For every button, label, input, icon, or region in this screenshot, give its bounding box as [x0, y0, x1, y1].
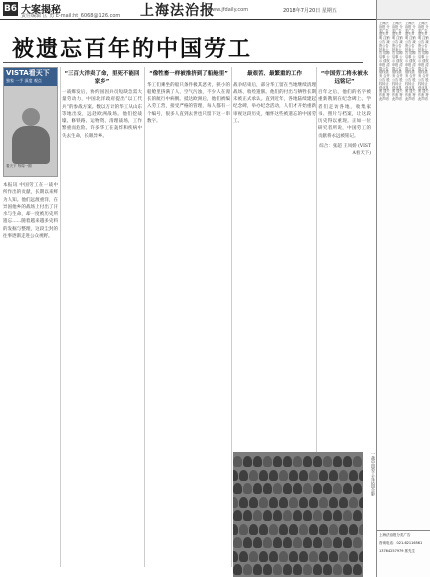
photo-figure: [273, 510, 282, 521]
photo-figure: [333, 537, 342, 548]
photo-figure: [313, 510, 322, 521]
subheading-4: “中国劳工将永被永远铭记”: [320, 71, 369, 85]
photo-figure: [269, 470, 278, 481]
photo-figure: [359, 551, 363, 562]
photo-figure: [269, 551, 278, 562]
photo-figure: [303, 564, 312, 575]
body-paragraph: 华工们乘坐的船只条件极其恶劣，狭小的船舱里挤满了人，空气污浊，不少人在漫长的航行中病倒。抵达欧洲后，他们被编入劳工营，接受严格的管理，每人都有一个编号，很多人直到去世也只留下这一串数字。: [147, 82, 230, 124]
page-header: [0, 0, 430, 20]
photo-crowd-row: [233, 551, 359, 565]
photo-figure: [243, 564, 252, 575]
photo-figure: [279, 551, 288, 562]
classified-footer: [377, 530, 430, 577]
article-headline: 被遗忘百年的中国劳工: [12, 37, 253, 62]
ad-figure-body: [12, 126, 50, 164]
ad-tagline: 独家 一手 深度 观点: [6, 78, 42, 83]
classified-phone: 咨询电话：021-62116561: [379, 541, 423, 545]
article-column-2: [62, 67, 142, 522]
photo-figure: [303, 483, 312, 494]
subheading-2: “像牲畜一样被推挤到了船舱里”: [149, 71, 228, 77]
photo-caption: 一战中国劳工在法国合影: [371, 452, 376, 496]
photo-figure: [239, 551, 248, 562]
photo-figure: [233, 551, 238, 562]
classified-column: 上海法治报 分类广告 遗失声明 注销公告 减资公告 拍卖公告 招聘启事 公示 债权申报 清算公告 债权债务 合并公告 股权转让 营业执照 遗失作废 特此声明: [379, 22, 390, 101]
photo-figure: [339, 524, 348, 535]
photo-figure: [343, 456, 352, 467]
photo-crowd-row: [233, 564, 363, 577]
photo-figure: [349, 470, 358, 481]
photo-figure: [309, 470, 318, 481]
photo-figure: [329, 470, 338, 481]
photo-figure: [323, 510, 332, 521]
photo-figure: [309, 524, 318, 535]
photo-crowd-row: [233, 510, 363, 524]
photo-figure: [263, 537, 272, 548]
photo-crowd-row: [233, 497, 359, 511]
photo-figure: [243, 483, 252, 494]
photo-figure: [299, 497, 308, 508]
photo-figure: [313, 537, 322, 548]
photo-figure: [283, 483, 292, 494]
photo-figure: [249, 470, 258, 481]
column-divider: [60, 67, 61, 567]
photo-crowd-row: [233, 470, 359, 484]
subheading-1: “三百大洋卖了命，里死不能回家乡”: [64, 71, 140, 85]
photo-figure: [243, 456, 252, 467]
column-divider: [231, 67, 232, 567]
photo-figure: [303, 537, 312, 548]
classified-header: [377, 0, 430, 20]
photo-figure: [349, 497, 358, 508]
classified-column: 上海法治报 分类广告 遗失声明 注销公告 减资公告 拍卖公告 招聘启事 公示 债权申报 清算公告 债权债务 合并公告 股权转让 营业执照 遗失作废 特此声明: [418, 22, 429, 101]
photo-figure: [259, 497, 268, 508]
masthead-url: www.jfdaily.com: [208, 7, 249, 13]
photo-figure: [249, 551, 258, 562]
photo-figure: [323, 537, 332, 548]
classified-column: 上海法治报 分类广告 遗失声明 注销公告 减资公告 拍卖公告 招聘启事 公示 债权申报 清算公告 债权债务 合并公告 股权转让 营业执照 遗失作废 特此声明: [392, 22, 403, 101]
photo-figure: [339, 470, 348, 481]
photo-figure: [263, 483, 272, 494]
photo-figure: [329, 497, 338, 508]
photo-figure: [329, 524, 338, 535]
photo-figure: [293, 564, 302, 575]
photo-figure: [253, 510, 262, 521]
issue-date: 2018年7月20日 星期五: [283, 8, 337, 14]
photo-figure: [259, 524, 268, 535]
photo-figure: [243, 510, 252, 521]
photo-figure: [233, 564, 242, 575]
photo-crowd-row: [233, 524, 359, 538]
photo-figure: [349, 524, 358, 535]
column-divider: [144, 67, 145, 567]
photo-figure: [299, 524, 308, 535]
photo-figure: [263, 510, 272, 521]
photo-figure: [323, 456, 332, 467]
photo-figure: [359, 524, 363, 535]
photo-figure: [289, 470, 298, 481]
photo-figure: [263, 456, 272, 467]
photo-figure: [253, 537, 262, 548]
photo-figure: [319, 524, 328, 535]
photo-figure: [239, 497, 248, 508]
intro-paragraph: 本报讯 中国劳工在一战中所作出的贡献，长期以来鲜为人知。他们远渡重洋，在异国他乡的战场上付出了汗水与生命，却一度被历史所遗忘……随着越来越多史料的发掘与整理，这段尘封的往事逐渐走进公众视野。: [3, 183, 58, 240]
photo-crowd-row: [233, 456, 363, 470]
masthead: 上海法治报: [140, 3, 215, 19]
photo-figure: [239, 470, 248, 481]
photo-figure: [249, 497, 258, 508]
photo-figure: [259, 551, 268, 562]
section-logo: B6: [3, 4, 18, 14]
photo-figure: [273, 564, 282, 575]
photo-figure: [253, 564, 262, 575]
magazine-ad: [3, 67, 58, 177]
photo-figure: [283, 510, 292, 521]
photo-figure: [299, 551, 308, 562]
photo-figure: [333, 510, 342, 521]
photo-figure: [243, 537, 252, 548]
photo-figure: [339, 497, 348, 508]
photo-figure: [313, 456, 322, 467]
photo-figure: [359, 497, 363, 508]
section-editor: 责任编辑 匡 勇 E-mail:ht_6068@126.com: [21, 13, 121, 19]
ad-figure-head: [22, 108, 40, 126]
photo-figure: [233, 510, 242, 521]
photo-figure: [269, 497, 278, 508]
photo-figure: [353, 456, 362, 467]
photo-figure: [253, 456, 262, 467]
photo-figure: [293, 456, 302, 467]
photo-figure: [233, 456, 242, 467]
photo-figure: [293, 537, 302, 548]
photo-figure: [349, 551, 358, 562]
photo-figure: [239, 524, 248, 535]
photo-figure: [323, 564, 332, 575]
photo-figure: [323, 483, 332, 494]
photo-figure: [313, 564, 322, 575]
photo-figure: [333, 483, 342, 494]
photo-figure: [329, 551, 338, 562]
photo-figure: [333, 564, 342, 575]
photo-figure: [253, 483, 262, 494]
article-byline: 综合：张超 王凤娇 (VISTA看天下): [319, 144, 371, 157]
photo-figure: [289, 497, 298, 508]
photo-figure: [343, 483, 352, 494]
photo-figure: [309, 551, 318, 562]
photo-figure: [233, 483, 242, 494]
article-column-1: [3, 182, 58, 527]
photo-figure: [353, 483, 362, 494]
photo-figure: [273, 456, 282, 467]
photo-figure: [279, 497, 288, 508]
photo-figure: [279, 524, 288, 535]
photo-figure: [309, 497, 318, 508]
photo-figure: [293, 483, 302, 494]
photo-figure: [283, 564, 292, 575]
photo-figure: [233, 537, 242, 548]
classified-contact: 13764257979 郭先生: [379, 549, 416, 553]
ad-banner: [4, 68, 58, 86]
photo-figure: [359, 470, 363, 481]
classified-column: 上海法治报 分类广告 遗失声明 注销公告 减资公告 拍卖公告 招聘启事 公示 债权申报 清算公告 债权债务 合并公告 股权转让 营业执照 遗失作废 特此声明: [405, 22, 416, 101]
photo-figure: [313, 483, 322, 494]
classified-title: 上海法治报分类广告: [379, 533, 411, 537]
ad-caption: 看天下 每周一期: [6, 164, 32, 168]
body-paragraph: 一战爆发后，协约国因兵员短缺急需大量劳动力，中国北洋政府提出“以工代兵”的参战方案。数以万计的华工从山东等地出发，远赴欧洲战场。他们挖战壕、修铁路、运物资、清理战场，工作繁重而危险。许多华工在轰炸和疾病中失去生命，长眠异乡。: [62, 90, 142, 139]
photo-figure: [249, 524, 258, 535]
photo-figure: [263, 564, 272, 575]
photo-figure: [233, 497, 238, 508]
photo-figure: [299, 470, 308, 481]
classified-ads-strip: [376, 0, 430, 577]
body-paragraph: 百年之后，他们的名字被重新镌刻在纪念碑上。学者们走访各地，收集家书、照片与档案，让这段历史得以重现。正如一位研究者所说，中国劳工的贡献将永远被铭记。: [318, 90, 371, 139]
photo-figure: [289, 524, 298, 535]
photo-figure: [279, 470, 288, 481]
photo-figure: [269, 524, 278, 535]
photo-figure: [273, 483, 282, 494]
historical-group-photo: [233, 452, 363, 577]
photo-crowd-row: [233, 537, 363, 551]
ad-title: VISTA看天下: [6, 69, 50, 77]
photo-figure: [303, 456, 312, 467]
photo-figure: [293, 510, 302, 521]
headline-rule: [3, 62, 363, 63]
article-column-3: [147, 67, 230, 567]
photo-figure: [339, 551, 348, 562]
photo-figure: [303, 510, 312, 521]
photo-figure: [319, 470, 328, 481]
photo-figure: [343, 537, 352, 548]
photo-figure: [353, 564, 362, 575]
photo-figure: [343, 564, 352, 575]
photo-figure: [333, 456, 342, 467]
section-name: 大案揭秘: [21, 5, 61, 16]
body-paragraph: 战争结束后，部分华工留在当地继续清理战场、收殓遗骸。他们的付出与牺牲长期未被正式承认。直到近年，各地陆续建起纪念碑，举办纪念活动，人们才开始重新审视这段历史，缅怀这些被遗忘的中国劳工。: [233, 82, 316, 124]
photo-figure: [273, 537, 282, 548]
photo-figure: [289, 551, 298, 562]
photo-figure: [319, 497, 328, 508]
photo-figure: [283, 537, 292, 548]
photo-figure: [319, 551, 328, 562]
photo-figure: [353, 510, 362, 521]
photo-figure: [343, 510, 352, 521]
subheading-3: 最艰苦、最繁重的工作: [246, 71, 302, 77]
photo-figure: [233, 470, 238, 481]
photo-figure: [233, 524, 238, 535]
photo-crowd-row: [233, 483, 363, 497]
photo-figure: [353, 537, 362, 548]
photo-figure: [283, 456, 292, 467]
photo-figure: [259, 470, 268, 481]
